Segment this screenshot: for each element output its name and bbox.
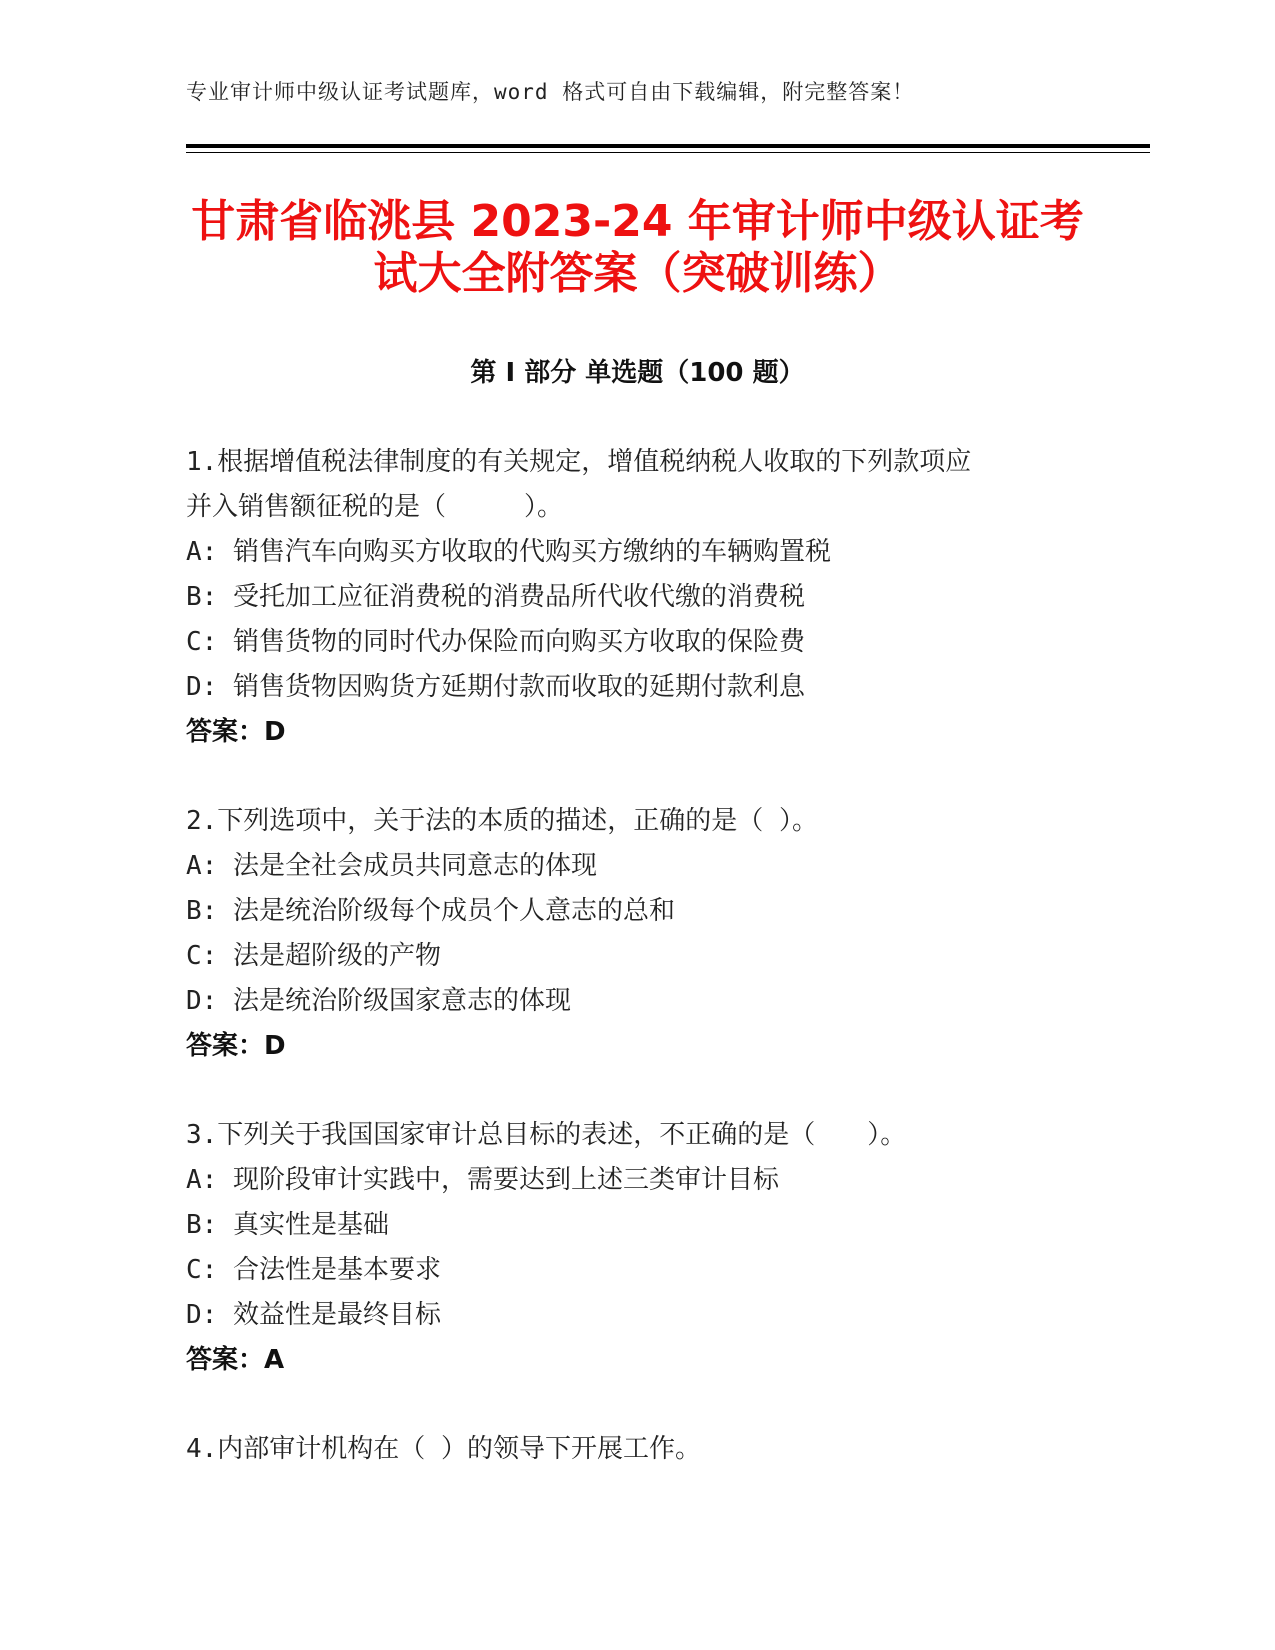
question-1-answer: 答案：D: [186, 717, 286, 747]
question-3-option-d: D: 效益性是最终目标: [186, 1300, 441, 1330]
question-1-stem-line-1: 1.根据增值税法律制度的有关规定，增值税纳税人收取的下列款项应: [186, 447, 972, 477]
question-2: [186, 799, 1086, 1069]
question-3: [186, 1113, 1086, 1383]
question-2-option-b: B: 法是统治阶级每个成员个人意志的总和: [186, 896, 675, 926]
header-rule-thick: [186, 144, 1150, 148]
question-1-option-d: D: 销售货物因购货方延期付款而收取的延期付款利息: [186, 672, 805, 702]
question-1-option-c: C: 销售货物的同时代办保险而向购买方收取的保险费: [186, 627, 805, 657]
title-line-2: 试大全附答案（突破训练）: [373, 248, 902, 299]
title-line-1: 甘肃省临洮县 2023-24 年审计师中级认证考: [191, 196, 1084, 247]
header-rule-thin: [186, 152, 1150, 153]
question-2-option-a: A: 法是全社会成员共同意志的体现: [186, 851, 597, 881]
question-4: [186, 1427, 1086, 1472]
question-1-option-a: A: 销售汽车向购买方收取的代购买方缴纳的车辆购置税: [186, 537, 831, 567]
question-3-answer: 答案：A: [186, 1345, 285, 1375]
section-title: 第 I 部分 单选题（100 题）: [470, 358, 805, 388]
question-3-option-a: A: 现阶段审计实践中，需要达到上述三类审计目标: [186, 1165, 779, 1195]
question-1-option-b: B: 受托加工应征消费税的消费品所代收代缴的消费税: [186, 582, 805, 612]
question-4-stem: 4.内部审计机构在（ ）的领导下开展工作。: [186, 1434, 701, 1464]
question-2-answer: 答案：D: [186, 1031, 286, 1061]
question-2-option-c: C: 法是超阶级的产物: [186, 941, 441, 971]
question-2-stem: 2.下列选项中，关于法的本质的描述，正确的是（ ）。: [186, 806, 818, 836]
question-1: [186, 440, 1086, 755]
question-list: [186, 440, 1086, 1516]
question-3-option-c: C: 合法性是基本要求: [186, 1255, 441, 1285]
header-note: 专业审计师中级认证考试题库，word 格式可自由下载编辑，附完整答案！: [186, 80, 915, 104]
question-2-option-d: D: 法是统治阶级国家意志的体现: [186, 986, 571, 1016]
document-title: [180, 196, 1095, 300]
question-3-stem: 3.下列关于我国国家审计总目标的表述，不正确的是（ ）。: [186, 1120, 907, 1150]
question-1-stem-line-2: 并入销售额征税的是（ ）。: [186, 492, 564, 522]
question-3-option-b: B: 真实性是基础: [186, 1210, 389, 1240]
